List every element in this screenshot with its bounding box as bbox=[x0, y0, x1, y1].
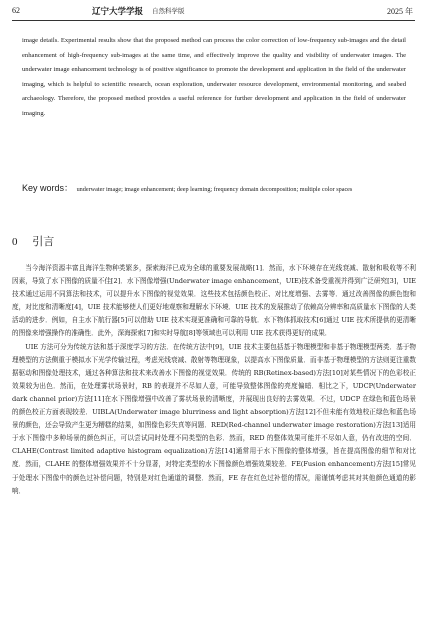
journal-title: 辽宁大学学报 bbox=[92, 7, 144, 17]
paragraph-2: UIE 方法可分为传统方法和基于深度学习的方法．在传统方法中[9]，UIE 技术主要包括基于物理模型和非基于物理模型两类．基于物理模型的方法侧重于模拟水下光学传输过程，考虑光线衰减、散射等物理现象，以提高水下图像质量．而非基于物理模型的方法则更注重数据驱动和图像处理技术，通过各种算法和技术来改善水下图像的视觉效果．传统的 RB(Retinex-based)方法[10]对某些情况下的色彩校正效果较为出色．然而，在处理雾状场景时，RB 的表现并不尽如人意，可能导致整体图像的亮度偏暗．相比之下，UDCP(Underwater dark channel prior)方法[11]在水下图像增强中改善了雾状场景的清晰度，并展现出良好的去雾效果．不过，UDCP 在绿色和蓝色场景的颜色校正方面表现较差．UIBLA(Underwater image blurriness and light absorption)方法[12]不但未能有效地校正绿色和蓝色场景的颜色，还会导致产生更为糟糕的结果，如图像色彩失真等问题．RED(Red-channel underwater image restoration)方法[13]适用于水下图像中多种场景的颜色纠正，可以尝试同时处理不同类型的色彩．然而，RED 的整体效果可能并不尽如人意，仍有改进的空间．CLAHE(Contrast limited adaptive histogram equalization)方法[14]通常用于水下图像的整体增强，旨在提高图像的细节和对比度．然而，CLAHE 的整体增强效果并不十分显著，对特定类型的水下图像颜色增强效果较差．FE(Fusion enhancement)方法[15]常见于处理水下图像中的颜色过补偿问题，特别是对红色通道的调整．然而，FE 存在红色过补偿的情况，需谨慎考虑其对其他颜色通道的影响． bbox=[12, 342, 416, 495]
abstract-text: image details. Experimental results show that the proposed method can process the color correction of low-frequency sub-images and the detail enhancement of high-frequency sub-images at the same time, and effectively improve the quality and visibility of underwater images. The underwater image enhancement technology is of positive significance to promote the development and application in the field of the underwater imaging, which is helpful to scientific research, ocean exploration, underwater resource development, environmental monitoring, and seabed archaeology. Therefore, the proposed method provides a useful reference for further development and application in the field of underwater imaging. bbox=[22, 37, 406, 117]
section-heading bbox=[12, 233, 54, 249]
keywords-label: Key words： bbox=[22, 183, 74, 193]
body-text bbox=[12, 262, 416, 498]
keywords bbox=[22, 181, 406, 198]
keywords-text: underwater image; image enhancement; deep learning; frequency domain decomposition; multiple color spaces bbox=[76, 186, 353, 193]
journal-edition: 自然科学版 bbox=[152, 7, 185, 15]
journal-year: 2025 年 bbox=[387, 7, 413, 16]
page-number: 62 bbox=[12, 6, 20, 15]
section-number: 0 bbox=[12, 236, 18, 248]
header-divider bbox=[12, 20, 415, 21]
section-title: 引言 bbox=[32, 236, 55, 248]
page-header bbox=[0, 0, 427, 24]
paragraph-1: 当今海洋资源丰富且海洋生物种类繁多，探索海洋已成为全球的重要发展战略[1]．然而，水下环境存在光线衰减、散射和吸收等不利因素，导致了水下图像的质量不佳[2]．水下图像增强(Underwater image enhancement，UIE)技术备受重视并得到广泛研究[3]，UIE 技术通过运用不同算法和技术，可以提升水下图像的视觉效果．这些技术包括颜色校正、对比度增强、去雾等．通过改善图像的颜色饱和度，对比度和清晰度[4]，UIE 技术能够使人们更好地观察和理解水下环境．UIE 技术的发展推动了依赖高分辨率和高质量水下图像的人类活动的进步．例如，自主水下航行器[5]可以借助 UIE 技术实现更准确和可靠的导航．水下物体抓取技术[6]通过 UIE 技术所提供的更清晰的图像来增强操作的准确性．此外，深海探索[7]和实时导航[8]等领域也可以利用 UIE 技术获得更好的成果． bbox=[12, 264, 416, 338]
